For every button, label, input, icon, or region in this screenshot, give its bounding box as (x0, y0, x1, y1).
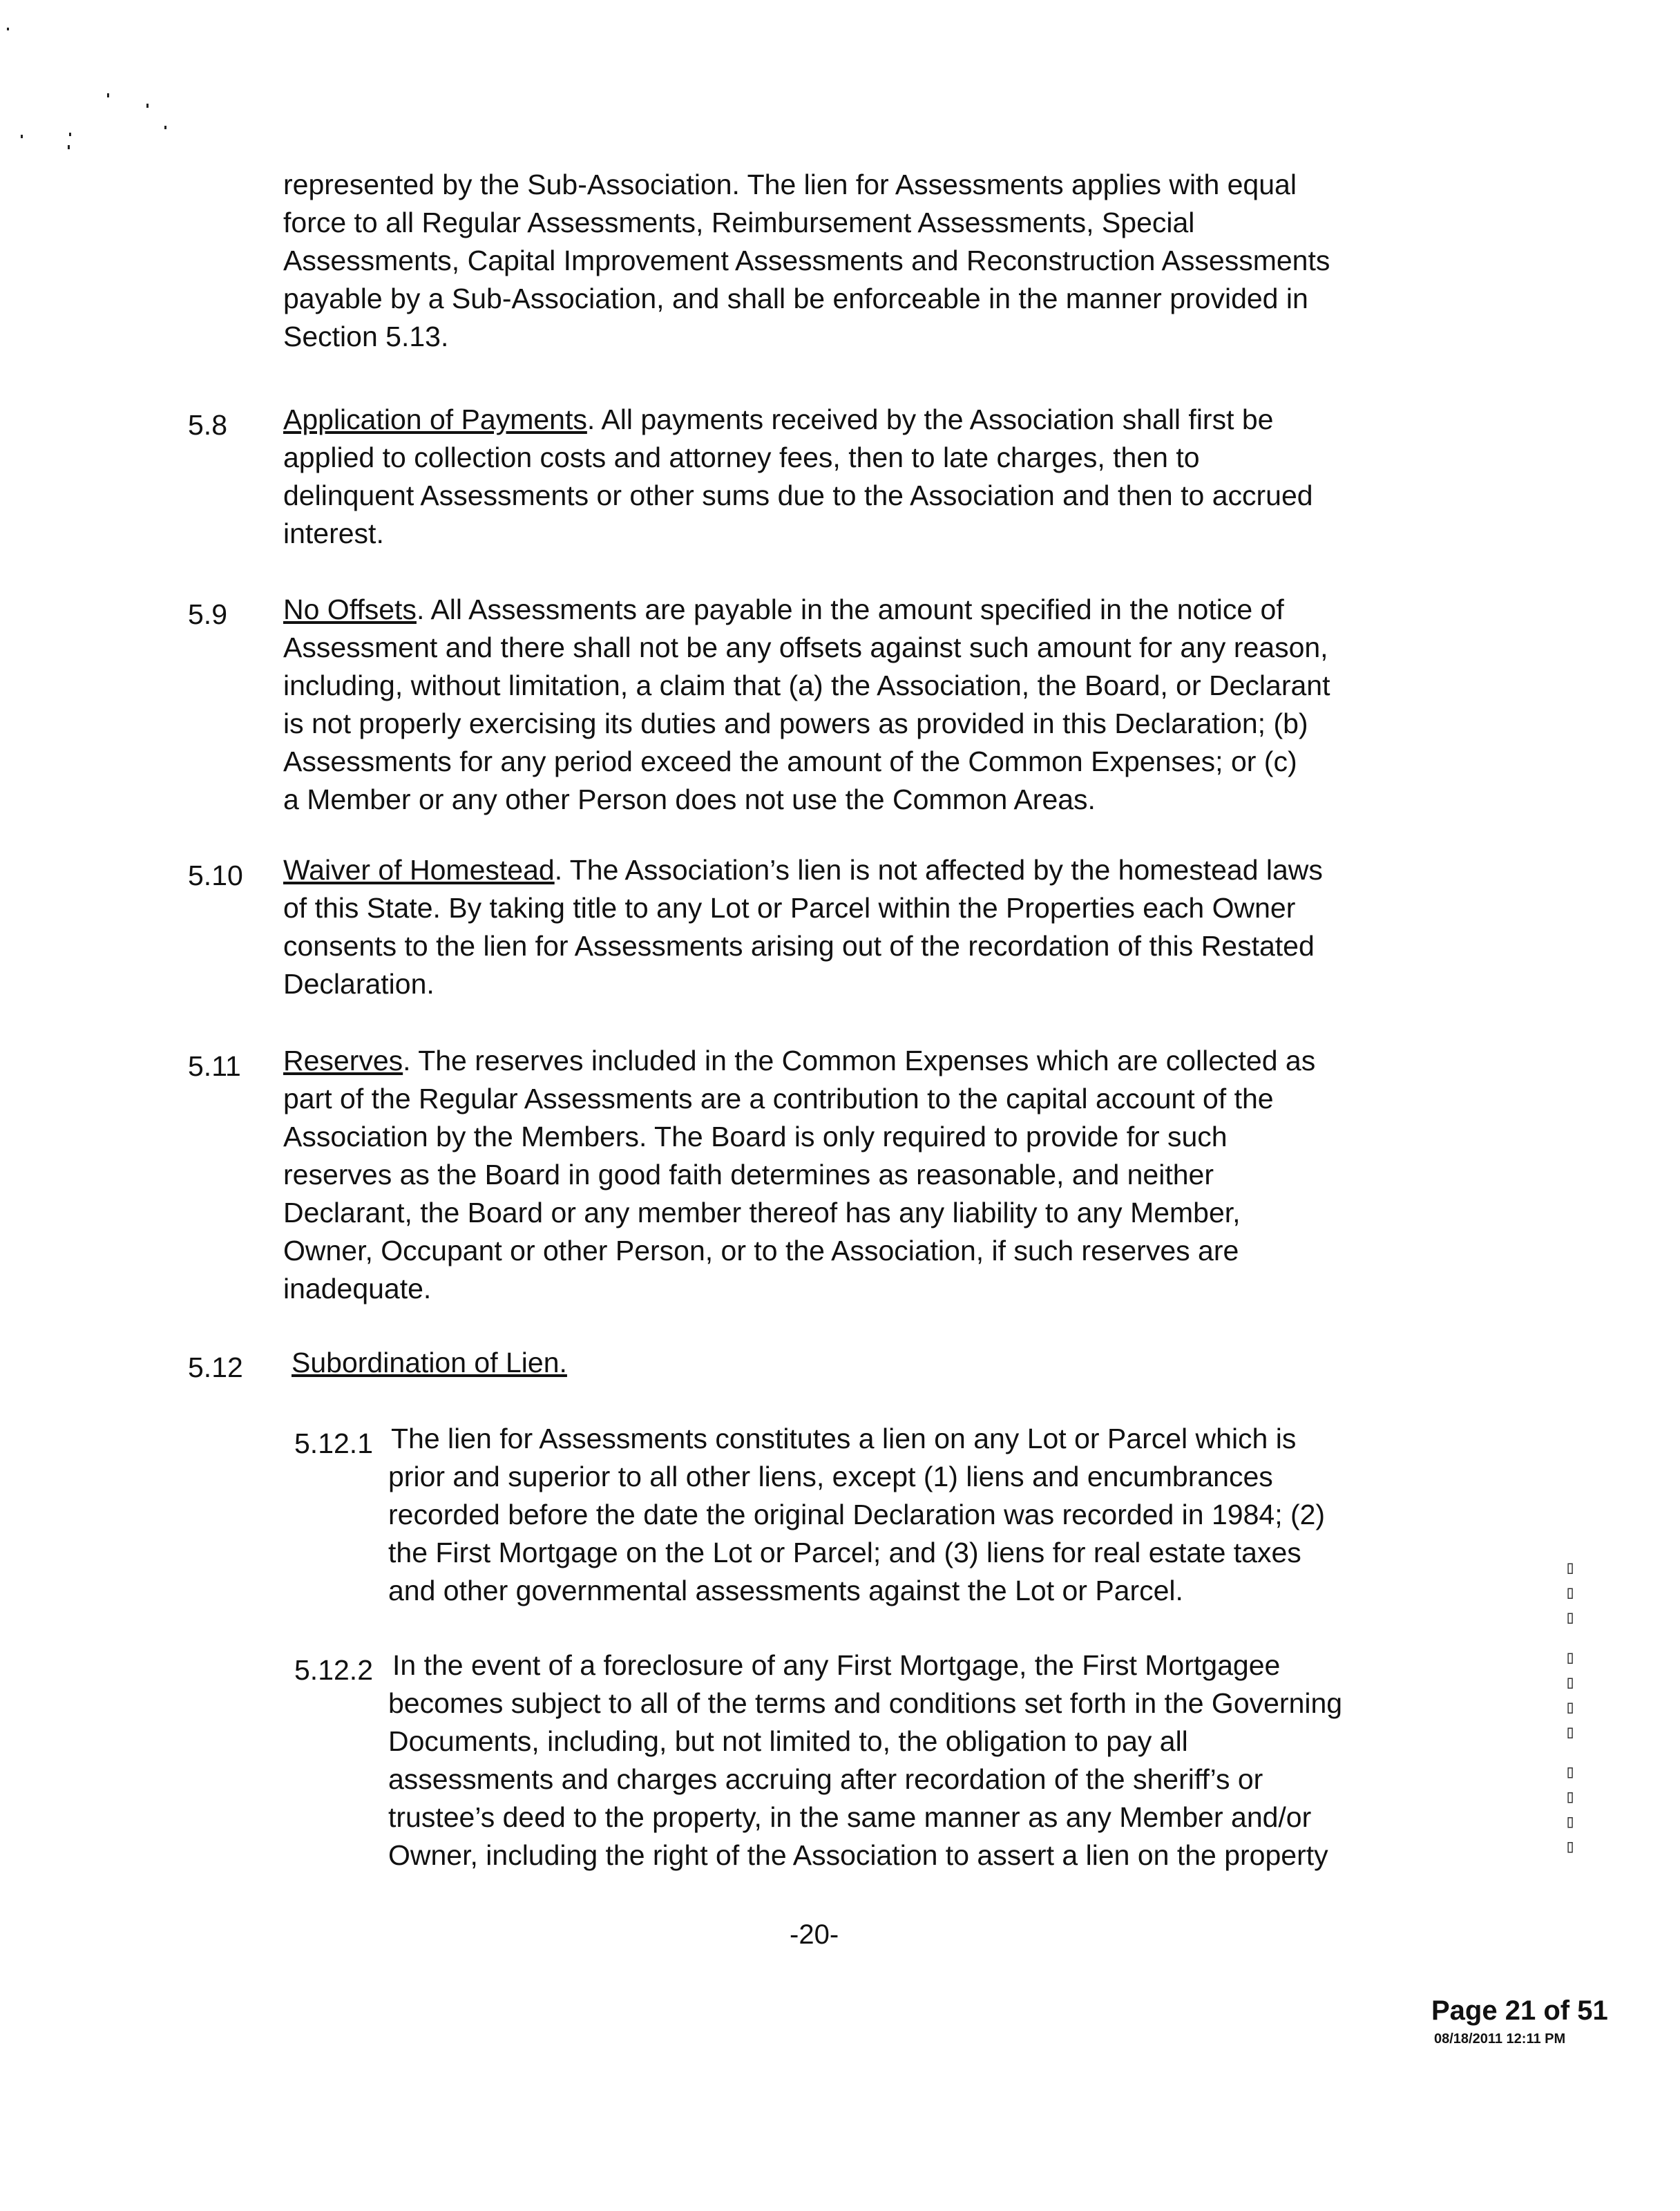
text-line: reserves as the Board in good faith determines as reasonable, and neither (283, 1159, 1214, 1190)
text-line: . The reserves included in the Common Expenses which are collected as (403, 1045, 1316, 1076)
section-heading: Reserves (283, 1045, 403, 1076)
section-heading: No Offsets (283, 594, 417, 625)
text-line: The lien for Assessments constitutes a lien on any Lot or Parcel which is (391, 1423, 1297, 1454)
text-line: force to all Regular Assessments, Reimbursement Assessments, Special (283, 207, 1195, 238)
text-line: trustee’s deed to the property, in the same manner as any Member and/or (388, 1801, 1312, 1833)
text-line: . All payments received by the Association shall first be (586, 404, 1274, 435)
scan-speck (21, 135, 23, 138)
text-line: recorded before the date the original Declaration was recorded in 1984; (2) (388, 1499, 1326, 1530)
text-line: Assessment and there shall not be any offsets against such amount for any reason, (283, 632, 1328, 663)
text-line: assessments and charges accruing after recordation of the sheriff’s or (388, 1763, 1263, 1795)
text-line: Owner, including the right of the Association to assert a lien on the property (388, 1839, 1328, 1871)
scan-speck (107, 93, 109, 97)
text-line: including, without limitation, a claim that (a) the Association, the Board, or Declarant (283, 670, 1330, 701)
text-line: represented by the Sub-Association. The lien for Assessments applies with equal (283, 169, 1297, 200)
text-line: and other governmental assessments against the Lot or Parcel. (388, 1575, 1183, 1606)
recording-timestamp: 08/18/2011 12:11 PM (1434, 2031, 1566, 2047)
text-line: Association by the Members. The Board is only required to provide for such (283, 1121, 1228, 1152)
text-line: In the event of a foreclosure of any First Mortgage, the First Mortgagee (392, 1649, 1281, 1681)
text-line: payable by a Sub-Association, and shall be enforceable in the manner provided in (283, 283, 1308, 314)
page-number: -20- (790, 1919, 839, 1950)
subsection-5-12-2-paragraph (388, 1685, 1440, 1875)
text-line: the First Mortgage on the Lot or Parcel; and (3) liens for real estate taxes (388, 1537, 1301, 1568)
section-5-9-paragraph (283, 591, 1423, 819)
section-heading: Application of Payments (283, 404, 587, 435)
scan-speck (164, 126, 166, 129)
text-line: Assessments, Capital Improvement Assessments and Reconstruction Assessments (283, 245, 1330, 276)
text-line: inadequate. (283, 1273, 432, 1304)
section-5-11-paragraph (283, 1042, 1423, 1308)
scan-speck (146, 104, 149, 108)
subsection-5-12-1-first-line (391, 1420, 1441, 1458)
text-line: interest. (283, 518, 384, 549)
section-number: 5.11 (188, 1050, 241, 1082)
text-line: Assessments for any period exceed the amount of the Common Expenses; or (c) (283, 746, 1297, 777)
text-line: applied to collection costs and attorney fees, then to late charges, then to (283, 442, 1200, 473)
subsection-number: 5.12.2 (294, 1654, 373, 1686)
text-line: delinquent Assessments or other sums due to the Association and then to accrued (283, 480, 1313, 511)
section-heading: Waiver of Homestead (283, 854, 555, 886)
section-number: 5.10 (188, 860, 243, 891)
side-scan-mark: ▯▯▯▯ ▯▯▯▯ ▯▯▯ (1560, 1555, 1581, 1859)
text-line: consents to the lien for Assessments arising out of the recordation of this Restated (283, 930, 1315, 962)
text-line: . The Association’s lien is not affected by the homestead laws (554, 854, 1323, 886)
text-line: Section 5.13. (283, 321, 449, 352)
text-line: Owner, Occupant or other Person, or to the Association, if such reserves are (283, 1235, 1239, 1266)
section-number: 5.12 (188, 1351, 243, 1383)
text-line: Documents, including, but not limited to, the obligation to pay all (388, 1725, 1188, 1757)
subsection-number: 5.12.1 (294, 1427, 373, 1459)
text-line: of this State. By taking title to any Lot or Parcel within the Properties each Owner (283, 892, 1296, 924)
intro-paragraph (283, 166, 1423, 356)
subsection-5-12-2-first-line (392, 1647, 1441, 1685)
section-number: 5.8 (188, 409, 227, 441)
scan-speck (69, 133, 71, 136)
text-line: . All Assessments are payable in the amount specified in the notice of (416, 594, 1284, 625)
text-line: a Member or any other Person does not use the Common Areas. (283, 784, 1096, 815)
page-count: Page 21 of 51 (1431, 1995, 1608, 2026)
text-line: Declarant, the Board or any member thereof has any liability to any Member, (283, 1197, 1241, 1228)
scan-speck (7, 28, 9, 30)
text-line: part of the Regular Assessments are a contribution to the capital account of the (283, 1083, 1274, 1114)
section-5-8-paragraph (283, 401, 1423, 553)
section-5-10-paragraph (283, 851, 1423, 1003)
text-line: becomes subject to all of the terms and conditions set forth in the Governing (388, 1687, 1343, 1719)
text-line: Declaration. (283, 968, 435, 1000)
section-heading: Subordination of Lien. (292, 1347, 567, 1378)
subsection-5-12-1-paragraph (388, 1458, 1440, 1610)
section-5-12-heading-line (292, 1344, 1424, 1382)
section-number: 5.9 (188, 598, 227, 630)
text-line: prior and superior to all other liens, except (1) liens and encumbrances (388, 1461, 1273, 1492)
text-line: is not properly exercising its duties and powers as provided in this Declaration; (b) (283, 708, 1308, 739)
scan-speck (68, 145, 70, 149)
